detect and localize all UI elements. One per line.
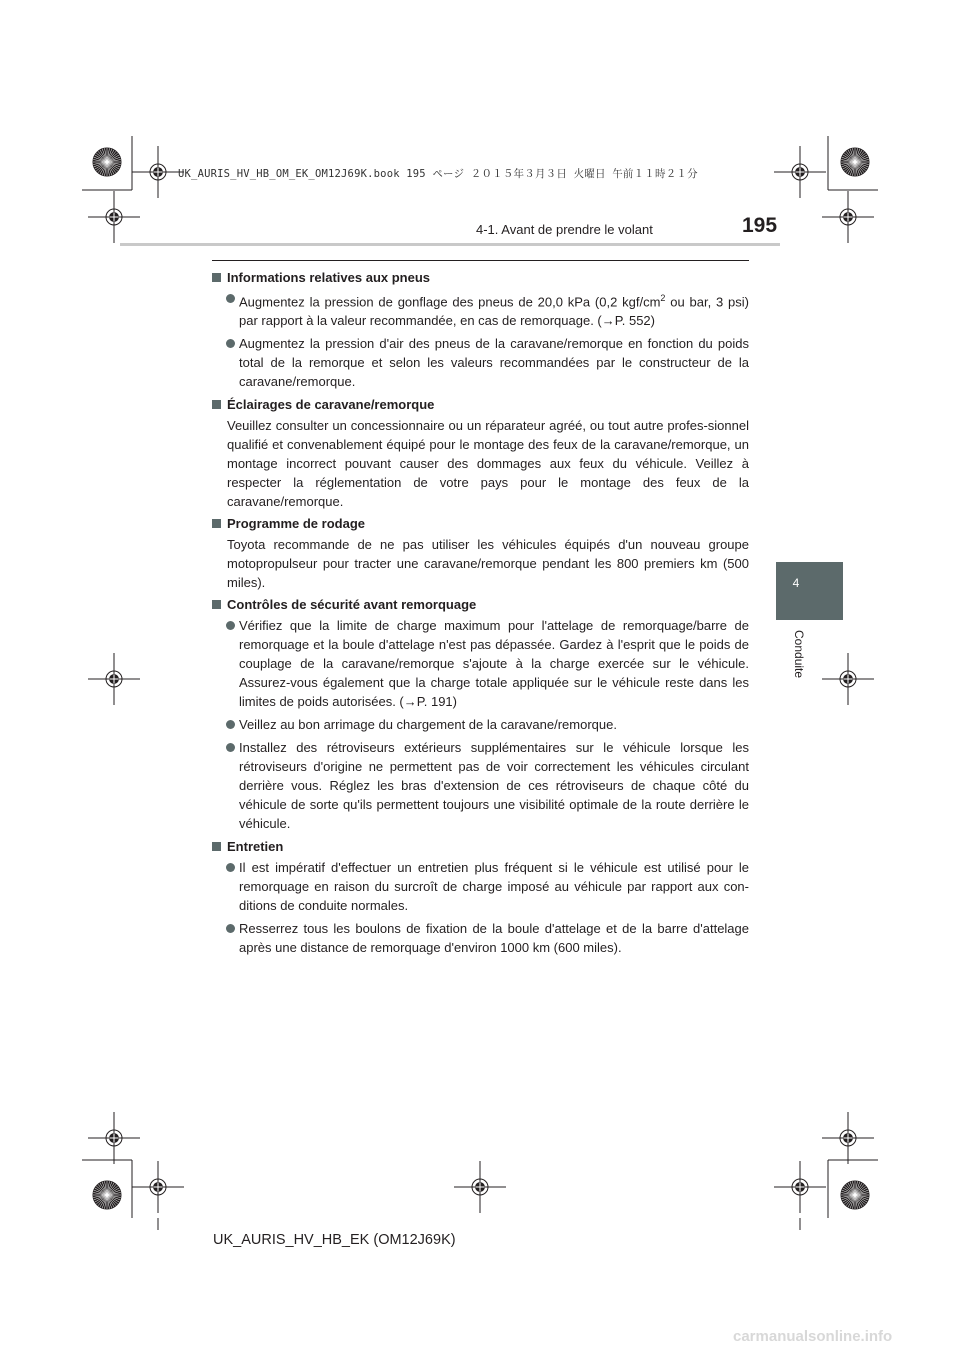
section-break-in xyxy=(212,514,749,592)
header-section-title: 4-1. Avant de prendre le volant xyxy=(476,222,653,237)
section-heading: Contrôles de sécurité avant remorquage xyxy=(212,595,749,614)
bullet-item: Veillez au bon arrimage du chargement de la caravane/remorque. xyxy=(212,715,749,734)
bullet-item: Vérifiez que la limite de charge maximum pour l'attelage de remorquage/barre de remorquage et la boule d'attelage n'est pas dépassée. Gardez à l'esprit que le poids de couplage de la caravane/remorque s'ajoute à la charge exercée sur le véhicule. Assurez-vous également que la charge totale appliquée sur le véhicule reste dans les limites de poids autorisées. (→P. 191) xyxy=(212,616,749,711)
section-heading: Programme de rodage xyxy=(212,514,749,533)
bullet-text: Augmentez la pression de gonflage des pneus de 20,0 kPa (0,2 kgf/cm xyxy=(239,294,661,310)
chapter-tab-number: 4 xyxy=(792,576,800,590)
section-tyres xyxy=(212,268,749,391)
section-heading: Informations relatives aux pneus xyxy=(212,268,749,287)
bullet-text: ou bar, 3 psi) par rapport à la valeur recommandée, en cas de remorquage. (→P. 552) xyxy=(239,294,749,329)
bullet-item: Il est impératif d'effectuer un entretien plus fréquent si le véhicule est utilisé pour le remorquage en raison du surcroît de charge imposé au véhicule par rapport aux con-ditions de conduite normales. xyxy=(212,858,749,915)
section-safety-checks xyxy=(212,595,749,833)
section-paragraph: Toyota recommande de ne pas utiliser les véhicules équipés d'un nouveau groupe motopropulseur pour tracter une caravane/remorque pendant les 800 premiers km (500 miles). xyxy=(227,537,749,591)
bullet-item: Installez des rétroviseurs extérieurs supplémentaires sur le véhicule lorsque les rétroviseurs d'origine ne permettent pas de voir correctement les véhicules circulant derrière vous. Réglez les bras d'extension de ces rétroviseurs de chaque côté du véhicule de sorte qu'ils permettent toujours une visibilité optimale de la route derrière le véhicule. xyxy=(212,738,749,833)
page-content xyxy=(212,268,749,961)
header-rule xyxy=(120,243,780,246)
bullet-item: Resserrez tous les boulons de fixation de la boule d'attelage et de la barre d'attelage après une distance de remorquage d'environ 1000 km (600 miles). xyxy=(212,919,749,957)
page-number: 195 xyxy=(742,214,778,237)
content-top-rule xyxy=(212,260,749,261)
bullet-item: Augmentez la pression d'air des pneus de la caravane/remorque en fonction du poids total de la remorque et selon les valeurs recommandées par le constructeur de la caravane/remorque. xyxy=(212,334,749,391)
section-maintenance xyxy=(212,837,749,957)
section-heading: Entretien xyxy=(212,837,749,856)
chapter-tab-title: Conduite xyxy=(792,630,806,679)
section-paragraph: Veuillez consulter un concessionnaire ou un réparateur agréé, ou tout autre profes-sionnel qualifié et convenablement équipé pour le montage des feux de la caravane/remorque, un montage incorrect pouvant causer des dommages aux feux du véhicule. Veillez à respecter la réglementation de votre pays pour le montage des feux de la caravane/remorque. xyxy=(227,418,749,510)
section-heading: Éclairages de caravane/remorque xyxy=(212,395,749,414)
bullet-item xyxy=(212,289,749,330)
section-lights xyxy=(212,395,749,511)
superscript: 2 xyxy=(660,293,666,303)
footer-model-code: UK_AURIS_HV_HB_EK (OM12J69K) xyxy=(213,1232,456,1248)
watermark: carmanualsonline.info xyxy=(733,1328,893,1345)
print-info-line: UK_AURIS_HV_HB_OM_EK_OM12J69K.book 195 ページ ２０１５年３月３日 火曜日 午前１１時２１分 xyxy=(178,168,698,180)
chapter-tab[interactable] xyxy=(776,562,843,620)
